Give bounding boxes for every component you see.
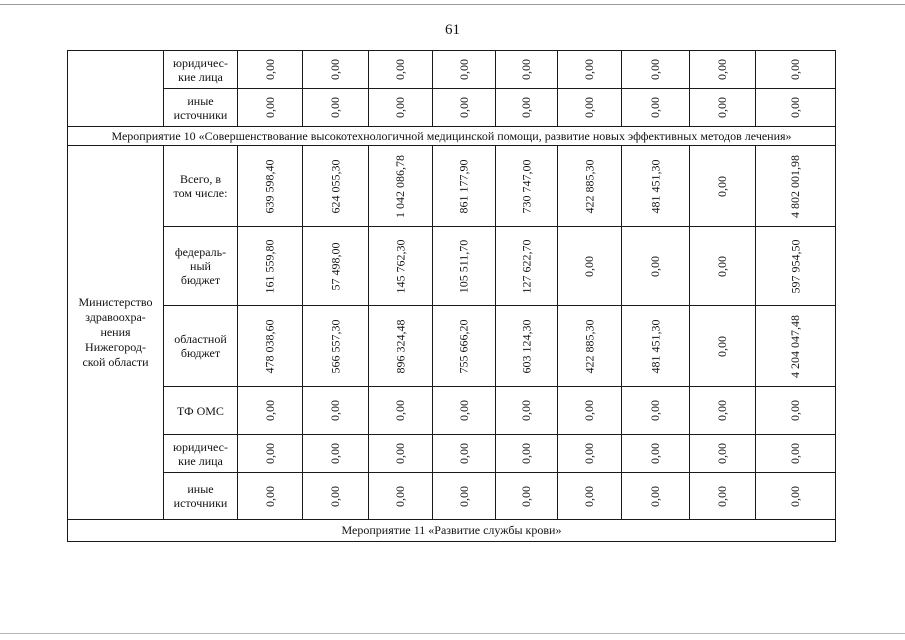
amount-value: 0,00 [648,59,662,80]
amount-cell [690,227,756,306]
amount-cell [238,306,303,387]
amount-value: 0,00 [328,59,342,80]
amount-cell [622,435,690,473]
amount-cell [558,89,622,127]
amount-value: 1 042 086,78 [393,154,407,218]
amount-cell [433,435,496,473]
amount-value: 0,00 [648,485,662,507]
amount-cell [756,146,836,227]
amount-cell [238,146,303,227]
amount-cell [622,227,690,306]
amount-cell [238,435,303,473]
amount-value: 0,00 [393,443,407,464]
amount-value: 0,00 [519,443,533,464]
amount-value: 0,00 [715,97,729,118]
amount-value: 0,00 [456,443,471,464]
amount-value: 0,00 [328,97,342,118]
amount-value: 0,00 [582,59,596,80]
amount-cell [496,227,558,306]
amount-value: 0,00 [788,443,802,464]
amount-cell [369,473,433,520]
amount-cell [558,387,622,435]
amount-cell [690,89,756,127]
amount-cell [558,227,622,306]
amount-cell [238,387,303,435]
amount-value: 0,00 [788,400,802,421]
amount-cell [690,473,756,520]
amount-cell [756,387,836,435]
amount-cell [558,146,622,227]
amount-value: 566 557,30 [328,319,342,373]
page-number: 61 [445,22,460,38]
table-row [68,89,836,127]
amount-cell [238,51,303,89]
amount-value: 0,00 [648,97,662,118]
amount-value: 4 204 047,48 [788,314,802,378]
amount-cell [303,51,369,89]
amount-value: 0,00 [788,485,802,507]
amount-cell [369,306,433,387]
amount-value: 105 511,70 [456,239,471,293]
amount-cell [622,89,690,127]
section-header-row [68,127,836,146]
amount-value: 0,00 [262,443,277,464]
amount-value: 861 177,90 [456,159,471,213]
amount-value: 730 747,00 [519,159,533,213]
amount-cell [496,387,558,435]
amount-value: 145 762,30 [393,239,407,293]
amount-value: 597 954,50 [788,239,802,293]
amount-cell [433,227,496,306]
event-11-title: Мероприятие 11 «Развитие службы крови» [68,520,836,542]
amount-cell [622,51,690,89]
amount-cell [303,89,369,127]
amount-value: 0,00 [456,485,471,507]
continued-organization-cell [68,51,164,127]
amount-value: 0,00 [393,59,407,80]
amount-value: 0,00 [715,485,729,507]
amount-value: 0,00 [582,443,596,464]
funding-source-cell: юридичес- кие лица [164,435,238,473]
funding-source-cell: областной бюджет [164,306,238,387]
funding-source-cell: ТФ ОМС [164,387,238,435]
funding-source-cell: иные источники [164,89,238,127]
funding-source-cell: юридичес- кие лица [164,51,238,89]
amount-value: 0,00 [519,485,533,507]
amount-cell [496,473,558,520]
amount-value: 0,00 [328,485,342,507]
amount-value: 0,00 [648,400,662,421]
amount-cell [369,51,433,89]
amount-value: 639 598,40 [262,159,277,213]
amount-value: 161 559,80 [262,239,277,293]
amount-cell [303,473,369,520]
amount-cell [303,227,369,306]
amount-cell [433,51,496,89]
amount-value: 478 038,60 [262,319,277,373]
amount-cell [369,435,433,473]
amount-cell [303,387,369,435]
amount-cell [690,146,756,227]
amount-cell [558,306,622,387]
scan-top-edge [0,4,905,5]
amount-value: 0,00 [715,400,729,421]
table-row [68,387,836,435]
amount-cell [433,306,496,387]
amount-cell [496,306,558,387]
amount-cell [433,387,496,435]
amount-value: 422 885,30 [582,159,596,213]
amount-cell [238,473,303,520]
amount-cell [756,435,836,473]
amount-value: 0,00 [328,443,342,464]
amount-cell [433,89,496,127]
amount-value: 624 055,30 [328,159,342,213]
responsible-organization: Министерство здравоохра- нения Нижегород- ской области [68,146,164,520]
table-row [68,473,836,520]
amount-value: 0,00 [519,59,533,80]
amount-value: 0,00 [582,255,596,277]
amount-cell [496,51,558,89]
amount-value: 0,00 [519,97,533,118]
amount-value: 0,00 [328,400,342,421]
amount-value: 0,00 [393,97,407,118]
amount-cell [496,146,558,227]
table-row [68,306,836,387]
amount-cell [756,51,836,89]
amount-value: 0,00 [262,485,277,507]
amount-cell [303,435,369,473]
amount-value: 0,00 [393,400,407,421]
amount-value: 481 451,30 [648,319,662,373]
amount-cell [756,306,836,387]
budget-table [67,50,836,542]
amount-value: 57 498,00 [328,242,342,290]
funding-source-cell: федераль- ный бюджет [164,227,238,306]
amount-value: 0,00 [788,59,802,80]
amount-value: 0,00 [582,97,596,118]
amount-cell [433,473,496,520]
amount-value: 422 885,30 [582,319,596,373]
amount-value: 0,00 [582,400,596,421]
amount-cell [369,227,433,306]
amount-value: 481 451,30 [648,159,662,213]
amount-value: 0,00 [715,255,729,277]
amount-value: 4 802 001,98 [788,154,802,218]
amount-value: 0,00 [715,59,729,80]
amount-cell [238,227,303,306]
table-row [68,51,836,89]
amount-cell [756,227,836,306]
amount-value: 0,00 [648,443,662,464]
amount-cell [690,387,756,435]
amount-cell [369,89,433,127]
amount-cell [369,387,433,435]
amount-value: 0,00 [262,97,277,118]
amount-cell [238,89,303,127]
event-10-title: Мероприятие 10 «Совершенствование высокотехнологичной медицинской помощи, развитие новых эффективных методов лечения» [68,127,836,146]
amount-cell [558,51,622,89]
amount-value: 603 124,30 [519,319,533,373]
funding-source-cell: иные источники [164,473,238,520]
table-row [68,435,836,473]
amount-cell [690,435,756,473]
amount-value: 0,00 [262,59,277,80]
amount-cell [690,51,756,89]
amount-value: 0,00 [715,335,729,357]
amount-cell [622,473,690,520]
scan-bottom-edge [0,633,905,634]
table-row [68,227,836,306]
amount-value: 0,00 [715,443,729,464]
amount-value: 0,00 [582,485,596,507]
amount-value: 0,00 [456,97,471,118]
amount-value: 755 666,20 [456,319,471,373]
amount-cell [690,306,756,387]
funding-source-cell: Всего, в том числе: [164,146,238,227]
amount-value: 0,00 [788,97,802,118]
amount-cell [433,146,496,227]
table-row [68,146,836,227]
amount-value: 0,00 [262,400,277,421]
amount-cell [622,387,690,435]
amount-cell [558,435,622,473]
amount-cell [369,146,433,227]
amount-cell [303,306,369,387]
amount-cell [303,146,369,227]
amount-value: 896 324,48 [393,319,407,373]
amount-value: 0,00 [715,175,729,197]
amount-value: 0,00 [456,59,471,80]
amount-cell [496,435,558,473]
amount-cell [756,473,836,520]
section-header-row [68,520,836,542]
amount-value: 127 622,70 [519,239,533,293]
amount-cell [622,146,690,227]
amount-value: 0,00 [519,400,533,421]
amount-value: 0,00 [456,400,471,421]
amount-value: 0,00 [393,485,407,507]
amount-cell [496,89,558,127]
amount-cell [622,306,690,387]
amount-cell [756,89,836,127]
amount-cell [558,473,622,520]
amount-value: 0,00 [648,255,662,277]
